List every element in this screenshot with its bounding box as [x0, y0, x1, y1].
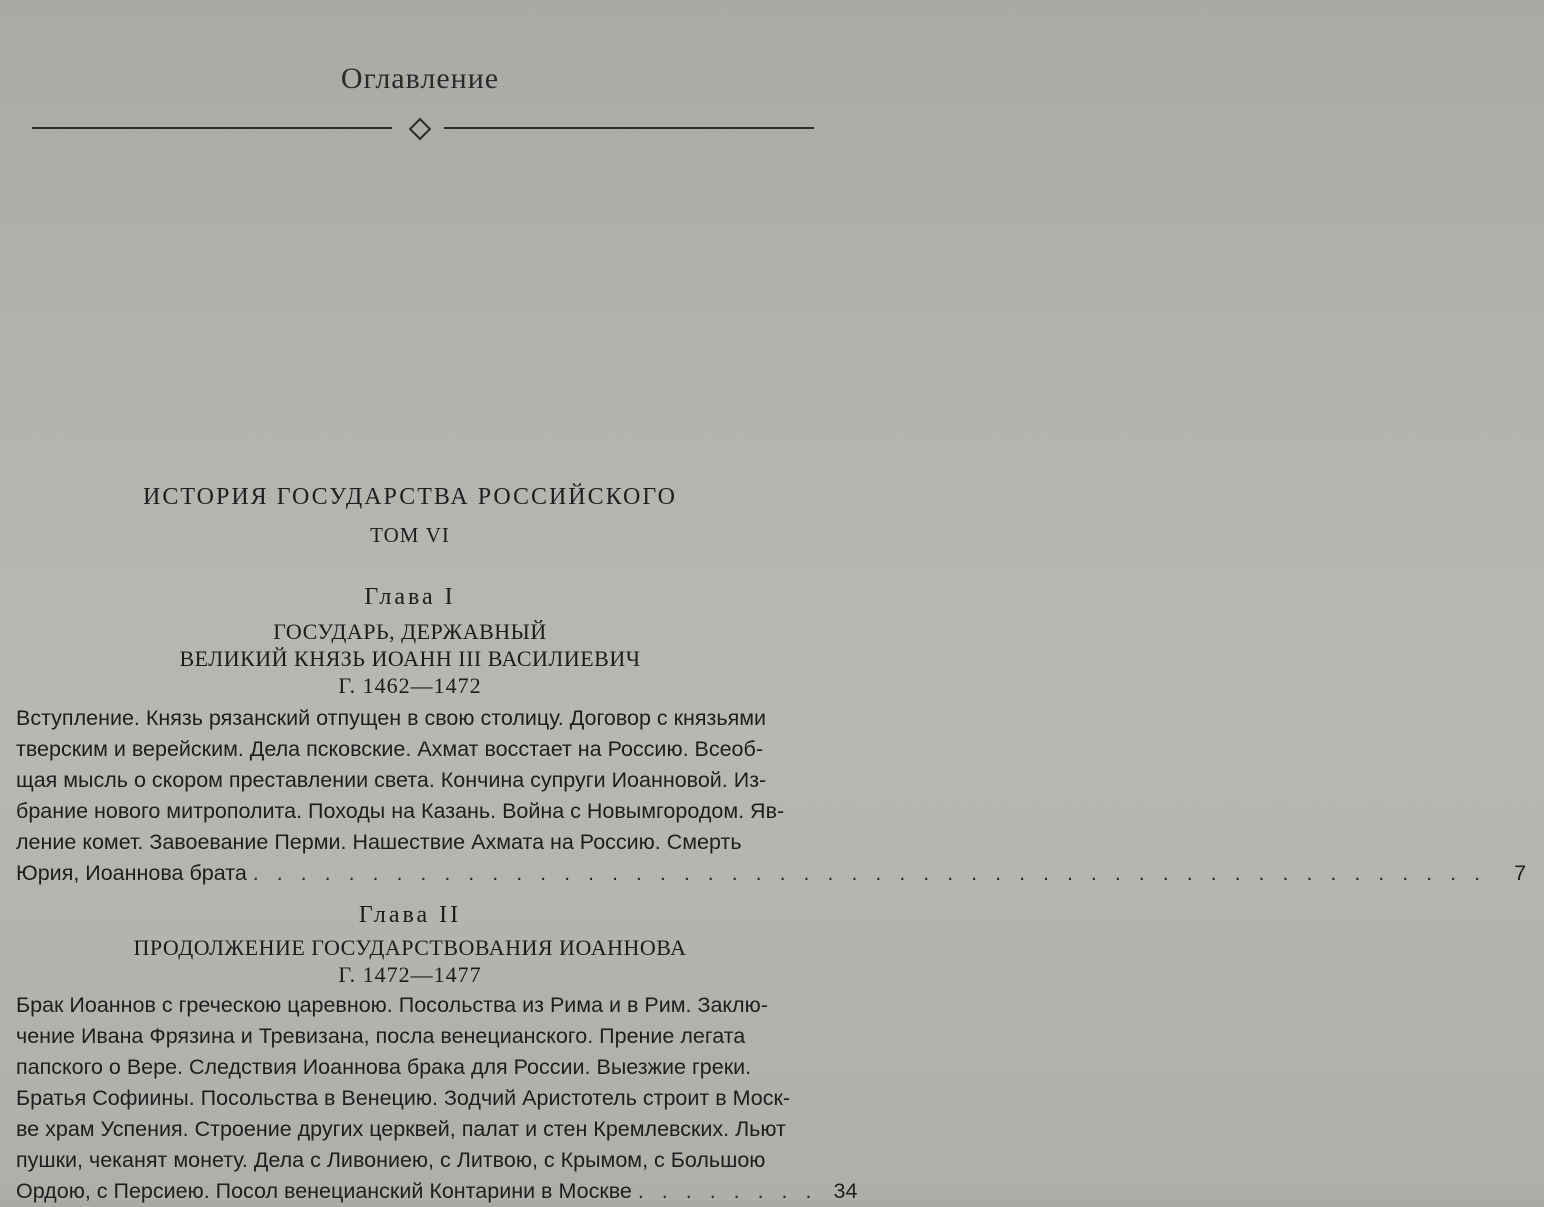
ornamental-divider	[32, 118, 814, 142]
page-number: 7	[1514, 861, 1527, 885]
summary-line: Брак Иоаннов с греческою царевною. Посольства из Рима и в Рим. Заклю-	[16, 993, 768, 1017]
summary-line: чение Ивана Фрязина и Тревизана, посла венецианского. Прение легата	[16, 1024, 746, 1048]
summary-line: папского о Вере. Следствия Иоаннова брака для России. Выезжие греки.	[16, 1055, 752, 1079]
chapter-1-summary	[16, 703, 1527, 889]
dot-leader: . . . . . . . .	[637, 1179, 818, 1203]
chapter-2-years: Г. 1472—1477	[338, 962, 482, 987]
summary-line-last: Юрия, Иоаннова брата	[16, 861, 247, 885]
divider-line-right	[444, 127, 814, 129]
volume-title: ИСТОРИЯ ГОСУДАРСТВА РОССИЙСКОГО	[142, 484, 677, 510]
chapter-2-label: Глава II	[358, 902, 462, 928]
page-number: 34	[833, 1179, 858, 1203]
summary-line: брание нового митрополита. Походы на Казань. Война с Новымгородом. Яв-	[16, 799, 785, 823]
diamond-ornament-icon	[409, 118, 432, 141]
summary-line: щая мысль о скором преставлении света. Кончина супруги Иоанновой. Из-	[16, 768, 767, 792]
chapter-2-title-line-1: ПРОДОЛЖЕНИЕ ГОСУДАРСТВОВАНИЯ ИОАННОВА	[133, 935, 687, 960]
summary-line: Братья Софиины. Посольства в Венецию. Зодчий Аристотель строит в Моск-	[16, 1086, 791, 1110]
summary-line: пушки, чеканят монету. Дела с Ливониею, с Литвою, с Крымом, с Большою	[16, 1148, 766, 1172]
dot-leader: . . . . . . . . . . . . . . . . . . . . . . . . . . . . . . . . . . . . . . . . . . . . . . . . . . . .	[252, 861, 1487, 885]
chapter-2-summary	[16, 990, 858, 1207]
toc-entry-chapter-1[interactable]	[16, 858, 1527, 889]
chapter-1-years: Г. 1462—1472	[338, 673, 482, 698]
summary-line: Вступление. Князь рязанский отпущен в свою столицу. Договор с князьями	[16, 706, 767, 730]
summary-line: ве храм Успения. Строение других церквей, палат и стен Кремлевских. Льют	[16, 1117, 786, 1141]
chapter-1-label: Глава I	[364, 584, 456, 610]
toc-entry-chapter-2[interactable]	[16, 1176, 858, 1207]
page-title: Оглавление	[340, 62, 500, 95]
chapter-1-title-line-2: ВЕЛИКИЙ КНЯЗЬ ИОАНН III ВАСИЛИЕВИЧ	[179, 646, 641, 671]
volume-number: ТОМ VI	[370, 523, 450, 547]
summary-line-last: Ордою, с Персиею. Посол венецианский Контарини в Москве	[16, 1179, 632, 1203]
chapter-1-title-line-1: ГОСУДАРЬ, ДЕРЖАВНЫЙ	[273, 619, 547, 644]
summary-line: ление комет. Завоевание Перми. Нашествие Ахмата на Россию. Смерть	[16, 830, 742, 854]
divider-line-left	[32, 127, 392, 129]
summary-line: тверским и верейским. Дела псковские. Ахмат восстает на Россию. Всеоб-	[16, 737, 763, 761]
